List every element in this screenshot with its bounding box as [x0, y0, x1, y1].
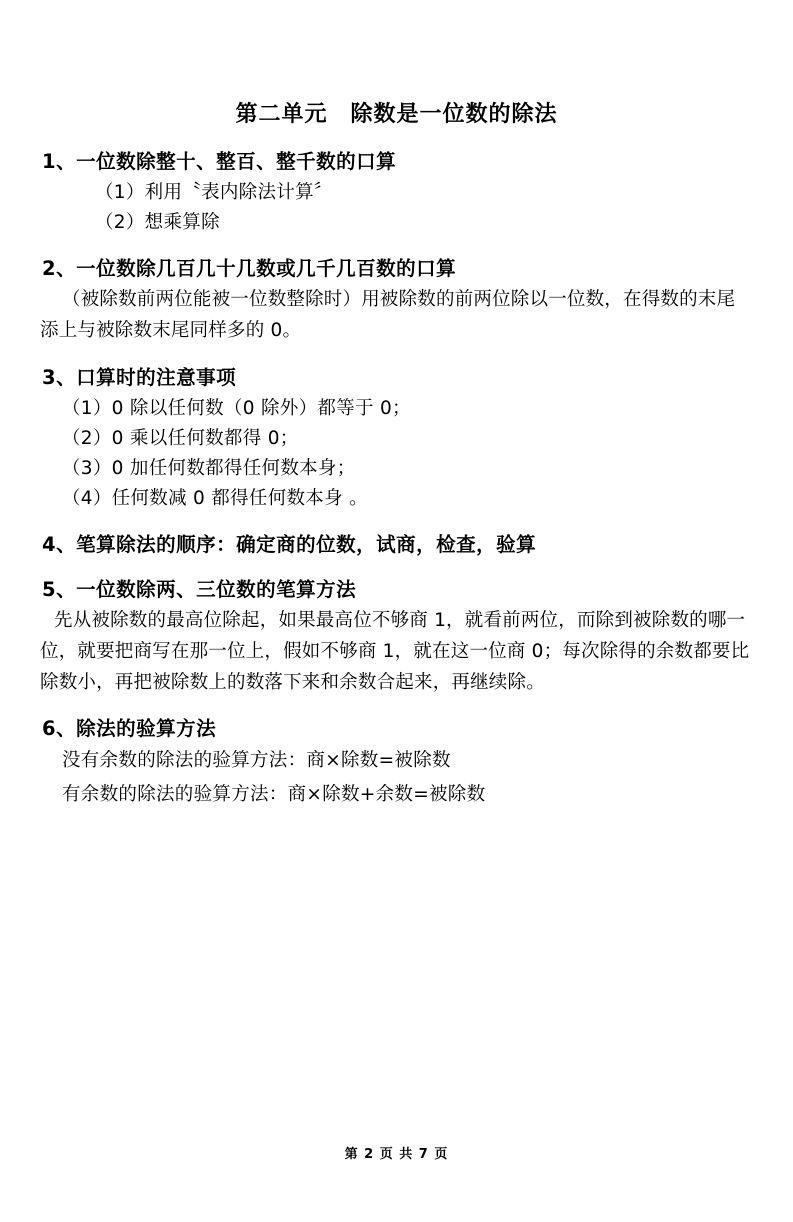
section-4-heading: 4、笔算除法的顺序：确定商的位数，试商，检查，验算 [42, 532, 537, 556]
section-3 [40, 363, 753, 514]
section-4 [40, 530, 753, 559]
footer-current-page: 2 [364, 1147, 375, 1162]
section-6 [40, 714, 753, 809]
section-5-paragraph: 先从被除数的最高位除起，如果最高位不够商 1，就看前两位，而除到被除数的哪一位，就要把商写在那一位上，假如不够商 1，就在这一位商 0；每次除得的余数都要比除数小，再把被除数上的数落下来和余数合起来，再继续除。 [40, 610, 750, 693]
section-3-item-1: （1）0 除以任何数（0 除外）都等于 0； [62, 397, 411, 419]
section-5 [40, 575, 753, 698]
section-1-item-1: （1）利用〝表内除法计算〞 [95, 182, 333, 204]
section-3-item-4: （4）任何数减 0 都得任何数本身 。 [62, 487, 368, 509]
footer-prefix: 第 [344, 1147, 359, 1162]
footer-total-pages: 7 [418, 1147, 429, 1162]
section-3-item-3: （3）0 加任何数都得任何数本身； [62, 457, 356, 479]
section-6-heading: 6、除法的验算方法 [42, 717, 217, 741]
section-6-item-2: 有余数的除法的验算方法：商×除数+余数=被除数 [62, 783, 486, 805]
page-footer [0, 1143, 793, 1162]
section-1-item-2: （2）想乘算除 [95, 212, 220, 234]
section-3-heading: 3、口算时的注意事项 [42, 365, 237, 389]
section-2 [40, 254, 753, 347]
section-2-heading: 2、一位数除几百几十几数或几千几百数的口算 [42, 256, 457, 280]
section-1-heading: 1、一位数除整十、整百、整千数的口算 [42, 149, 397, 173]
page-title: 第二单元 除数是一位数的除法 [235, 102, 558, 127]
section-5-heading: 5、一位数除两、三位数的笔算方法 [42, 578, 357, 602]
document-page [0, 100, 793, 1222]
footer-middle: 页 共 [379, 1147, 414, 1162]
footer-suffix: 页 [434, 1147, 449, 1162]
section-2-paragraph: （被除数前两位能被一位数整除时）用被除数的前两位除以一位数，在得数的末尾添上与被除数末尾同样多的 0。 [40, 289, 736, 341]
section-1 [40, 147, 753, 238]
section-6-item-1: 没有余数的除法的验算方法：商×除数=被除数 [62, 749, 451, 771]
section-3-item-2: （2）0 乘以任何数都得 0； [62, 427, 299, 449]
